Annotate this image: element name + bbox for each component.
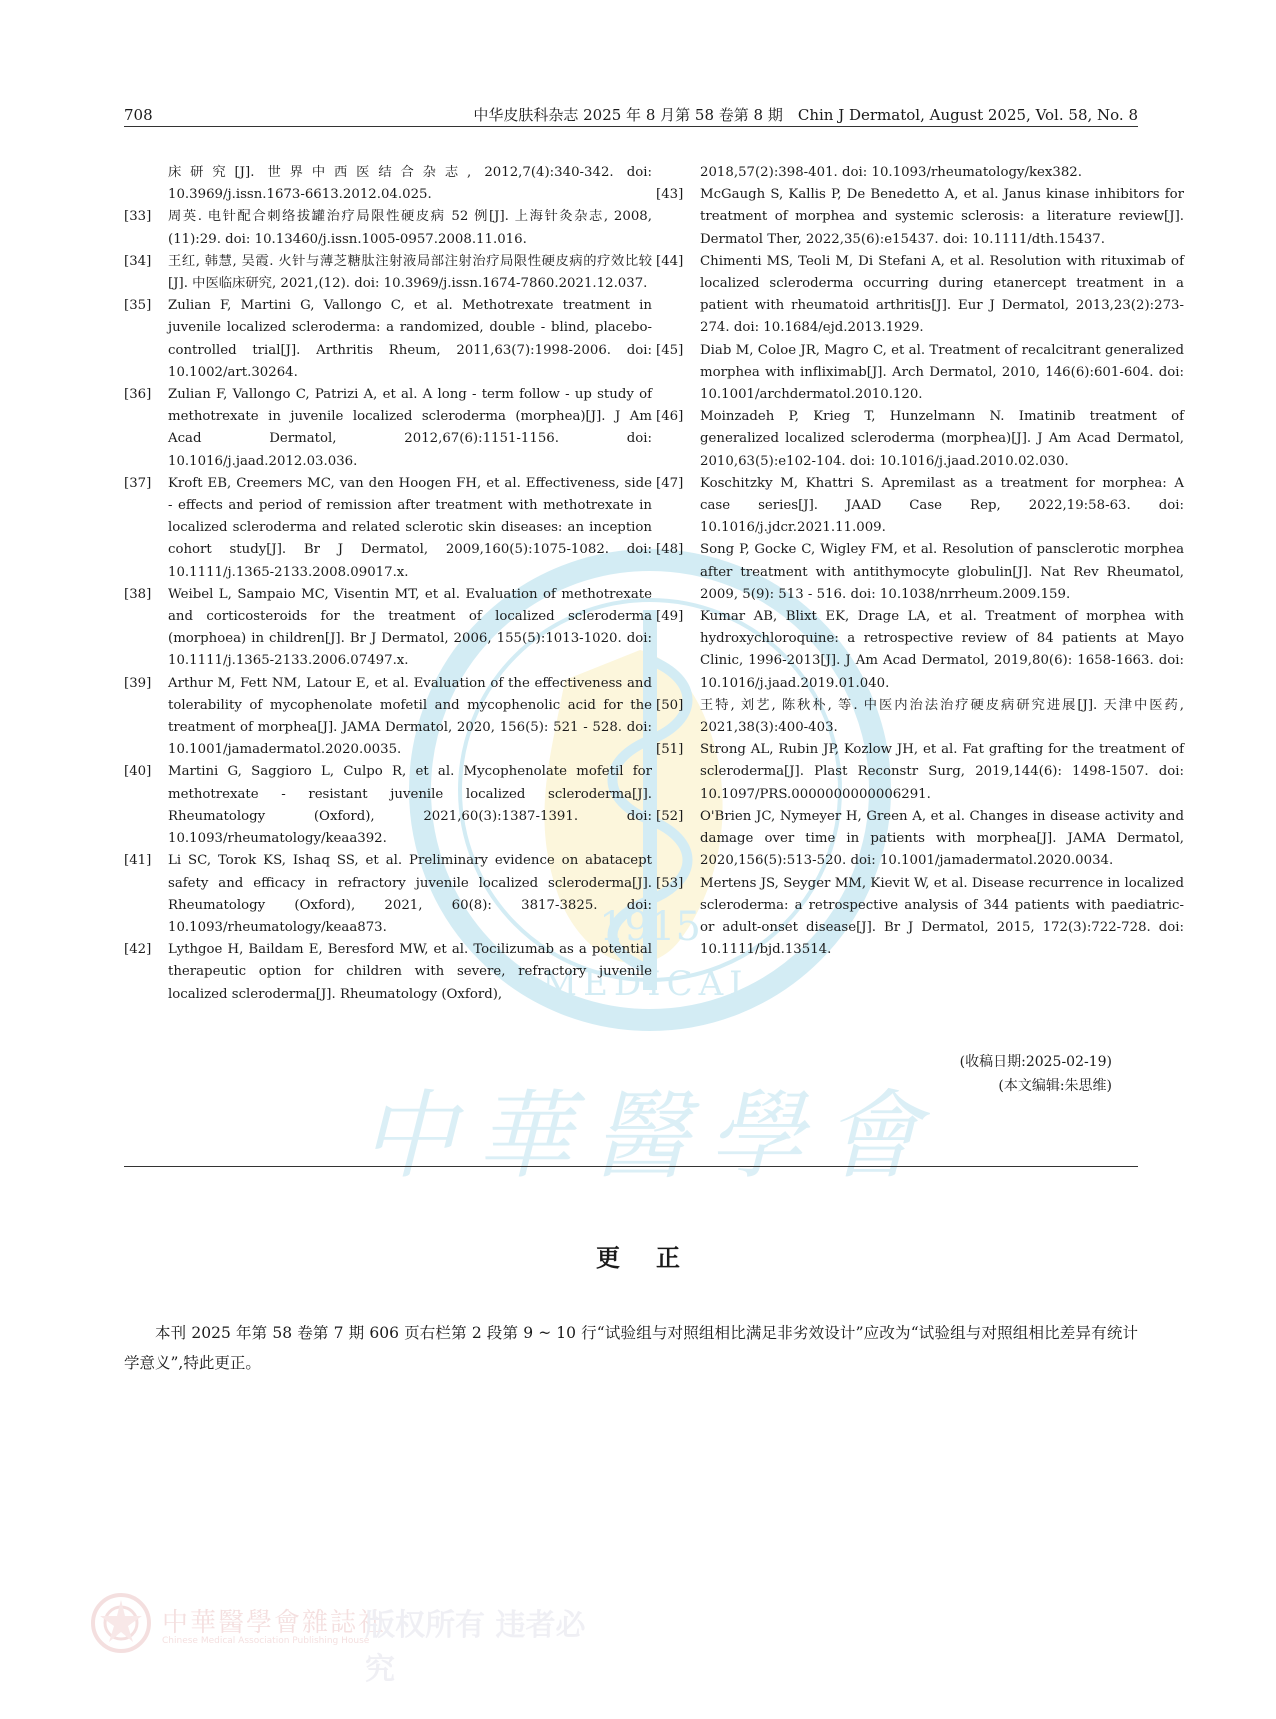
reference-text: Diab M, Coloe JR, Magro C, et al. Treatment of recalcitrant generalized morphea with infliximab[J]. Arch Dermatol, 2010, 146(6):601-604. doi: 10.1001/archdermatol.2010.120.: [700, 342, 1184, 403]
received-info: [960, 1050, 1138, 1098]
reference-item: [656, 806, 1184, 873]
emblem-text: MEDICAL: [542, 964, 758, 1004]
journal-citation: 中华皮肤科杂志 2025 年 8 月第 58 卷第 8 期 Chin J Dermatol, August 2025, Vol. 58, No. 8: [473, 106, 1138, 124]
erratum-body: 本刊 2025 年第 58 卷第 7 期 606 页右栏第 2 段第 9 ~ 10 行“试验组与对照组相比满足非劣效设计”应改为“试验组与对照组相比差异有统计学意义”,特此更正。: [124, 1324, 1138, 1372]
reference-text: Song P, Gocke C, Wigley FM, et al. Resolution of pansclerotic morphea after treatment with antithymocyte globulin[J]. Nat Rev Rheumatol, 2009, 5(9): 513 - 516. doi: 10.1038/nrrheum.2009.159.: [700, 542, 1184, 602]
references-right-column: [656, 162, 1184, 961]
reference-number: [35]: [124, 298, 152, 314]
emblem-year: 1915: [599, 904, 701, 950]
reference-item: [656, 739, 1184, 806]
reference-number: [46]: [656, 409, 684, 425]
reference-item: [124, 206, 652, 250]
reference-number: [34]: [124, 253, 152, 269]
reference-item: [124, 251, 652, 295]
reference-number: [41]: [124, 853, 152, 869]
reference-item: [124, 673, 652, 762]
reference-number: [42]: [124, 942, 152, 958]
references-left-column: [124, 162, 652, 1006]
reference-item: [656, 473, 1184, 540]
reference-text: 2018,57(2):398-401. doi: 10.1093/rheumatology/kex382.: [700, 165, 1082, 180]
reference-text: Weibel L, Sampaio MC, Visentin MT, et al. Evaluation of methotrexate and corticosteroids for the treatment of localized scleroderma (morphoea) in children[J]. Br J Dermatol, 2006, 155(5):1013-1020. doi: 10.1111/j.1365-2133.2006.07497.x.: [168, 586, 652, 669]
running-head: [124, 104, 1138, 126]
erratum-title: 更正: [596, 1244, 716, 1272]
reference-item: [656, 184, 1184, 251]
page-number: 708: [124, 106, 153, 124]
reference-item: [124, 473, 652, 584]
reference-number: [43]: [656, 187, 684, 203]
editor-credit: (本文编辑:朱思维): [998, 1078, 1112, 1094]
reference-text: Kroft EB, Creemers MC, van den Hoogen FH, et al. Effectiveness, side - effects and period of remission after treatment with methotrexate in localized scleroderma and related sclerotic skin diseases: an inception cohort study[J]. Br J Dermatol, 2009,160(5):1075-1082. doi: 10.1111/j.1365-2133.2008.09017.x.: [168, 475, 652, 580]
reference-number: [39]: [124, 675, 152, 691]
reference-number: [50]: [656, 697, 684, 713]
reference-number: [33]: [124, 209, 152, 225]
reference-number: [38]: [124, 586, 152, 602]
reference-item: [124, 162, 652, 206]
publisher-name: 中華醫學會雜誌社: [162, 1608, 387, 1638]
reference-text: Kumar AB, Blixt EK, Drage LA, et al. Treatment of morphea with hydroxychloroquine: a retrospective review of 84 patients at Mayo Clinic, 1996-2013[J]. J Am Acad Dermatol, 2019,80(6): 1658-1663. doi: 10.1016/j.jaad.2019.01.040.: [700, 609, 1184, 691]
reference-item: [656, 162, 1184, 184]
reference-item: [656, 539, 1184, 606]
received-date: (收稿日期:2025-02-19): [959, 1054, 1112, 1070]
reference-item: [124, 295, 652, 384]
reference-number: [52]: [656, 808, 684, 824]
reference-item: [656, 873, 1184, 962]
reference-text: Lythgoe H, Baildam E, Beresford MW, et al. Tocilizumab as a potential therapeutic option for children with severe, refractory juvenile localized scleroderma[J]. Rheumatology (Oxford),: [168, 942, 652, 1002]
reference-number: [44]: [656, 253, 684, 269]
reference-number: [37]: [124, 475, 152, 491]
reference-text: Koschitzky M, Khattri S. Apremilast as a treatment for morphea: A case series[J]. JAAD Case Rep, 2022,19:58-63. doi: 10.1016/j.jdcr.2021.11.009.: [700, 475, 1184, 536]
publisher-footer-mark: [90, 1592, 610, 1687]
reference-text: Zulian F, Martini G, Vallongo C, et al. Methotrexate treatment in juvenile localized scleroderma: a randomized, double - blind, placebo-controlled trial[J]. Arthritis Rheum, 2011,63(7):1998-2006. doi: 10.1002/art.30264.: [168, 298, 652, 380]
reference-number: [40]: [124, 764, 152, 780]
reference-item: [656, 606, 1184, 695]
reference-item: [656, 251, 1184, 340]
reference-number: [53]: [656, 875, 684, 891]
reference-text: Arthur M, Fett NM, Latour E, et al. Evaluation of the effectiveness and tolerability of mycophenolate mofetil and mycophenolic acid for the treatment of morphea[J]. JAMA Dermatol, 2020, 156(5): 521 - 528. doi: 10.1001/jamadermatol.2020.0035.: [168, 675, 652, 758]
cma-script-watermark: 中華醫學會: [360, 1080, 940, 1192]
reference-item: [124, 939, 652, 1006]
reference-text: McGaugh S, Kallis P, De Benedetto A, et al. Janus kinase inhibitors for treatment of morphea and systemic sclerosis: a literature review[J]. Dermatol Ther, 2022,35(6):e15437. doi: 10.1111/dth.15437.: [700, 187, 1184, 247]
reference-item: [124, 850, 652, 939]
reference-item: [656, 695, 1184, 739]
reference-text: Zulian F, Vallongo C, Patrizi A, et al. A long - term follow - up study of methotrexate in juvenile localized scleroderma (morphea)[J]. J Am Acad Dermatol, 2012,67(6):1151-1156. doi: 10.1016/j.jaad.2012.03.036.: [168, 387, 652, 469]
reference-number: [47]: [656, 475, 684, 491]
copyright-notice: 版权所有 违者必究: [365, 1608, 586, 1687]
reference-text: Moinzadeh P, Krieg T, Hunzelmann N. Imatinib treatment of generalized localized scleroderma (morphea)[J]. J Am Acad Dermatol, 2010,63(5):e102-104. doi: 10.1016/j.jaad.2010.02.030.: [700, 409, 1184, 469]
reference-text: Strong AL, Rubin JP, Kozlow JH, et al. Fat grafting for the treatment of scleroderma[J]. Plast Reconstr Surg, 2019,144(6): 1498-1507. doi: 10.1097/PRS.0000000000006291.: [700, 742, 1184, 802]
reference-number: [36]: [124, 387, 152, 403]
reference-number: [45]: [656, 342, 684, 358]
reference-text: 王特, 刘艺, 陈秋朴, 等. 中医内治法治疗硬皮病研究进展[J]. 天津中医药, 2021,38(3):400-403.: [700, 697, 1184, 736]
reference-text: Martini G, Saggioro L, Culpo R, et al. Mycophenolate mofetil for methotrexate - resistant juvenile localized scleroderma[J]. Rheumatology (Oxford), 2021,60(3):1387-1391. doi: 10.1093/rheumatology/keaa392.: [168, 764, 652, 847]
reference-text: 床研究[J]. 世界中西医结合杂志, 2012,7(4):340-342. doi: 10.3969/j.issn.1673-6613.2012.04.025.: [168, 165, 652, 203]
reference-text: Chimenti MS, Teoli M, Di Stefani A, et al. Resolution with rituximab of localized scleroderma occurring during etanercept treatment in a patient with rheumatoid arthritis[J]. Eur J Dermatol, 2013,23(2):273-274. doi: 10.1684/ejd.2013.1929.: [700, 253, 1184, 336]
reference-number: [49]: [656, 609, 684, 625]
reference-item: [656, 340, 1184, 407]
reference-number: [51]: [656, 742, 684, 758]
publisher-name-en: Chinese Medical Association Publishing House: [162, 1636, 370, 1646]
reference-text: Li SC, Torok KS, Ishaq SS, et al. Preliminary evidence on abatacept safety and efficacy in refractory juvenile localized scleroderma[J]. Rheumatology (Oxford), 2021, 60(8): 3817-3825. doi: 10.1093/rheumatology/keaa873.: [168, 853, 652, 935]
reference-item: [124, 584, 652, 673]
reference-text: O'Brien JC, Nymeyer H, Green A, et al. Changes in disease activity and damage over time in patients with morphea[J]. JAMA Dermatol, 2020,156(5):513-520. doi: 10.1001/jamadermatol.2020.0034.: [700, 808, 1184, 869]
reference-text: Mertens JS, Seyger MM, Kievit W, et al. Disease recurrence in localized scleroderma: a retrospective analysis of 344 patients with paediatric- or adult-onset disease[J]. Br J Dermatol, 2015, 172(3):722-728. doi: 10.1111/bjd.13514.: [700, 875, 1184, 958]
reference-text: 王红, 韩慧, 吴霞. 火针与薄芝糖肽注射液局部注射治疗局限性硬皮病的疗效比较[J]. 中医临床研究, 2021,(12). doi: 10.3969/j.issn.1674-7860.2021.12.037.: [168, 253, 652, 292]
reference-item: [124, 761, 652, 850]
reference-item: [656, 406, 1184, 473]
reference-number: [48]: [656, 542, 684, 558]
reference-item: [124, 384, 652, 473]
header-rule: [124, 126, 1138, 127]
publisher-logo-icon: [90, 1592, 152, 1654]
reference-text: 周英. 电针配合刺络拔罐治疗局限性硬皮病 52 例[J]. 上海针灸杂志, 2008,(11):29. doi: 10.13460/j.issn.1005-0957.2008.11.016.: [168, 209, 652, 247]
section-divider: [124, 1166, 1138, 1167]
